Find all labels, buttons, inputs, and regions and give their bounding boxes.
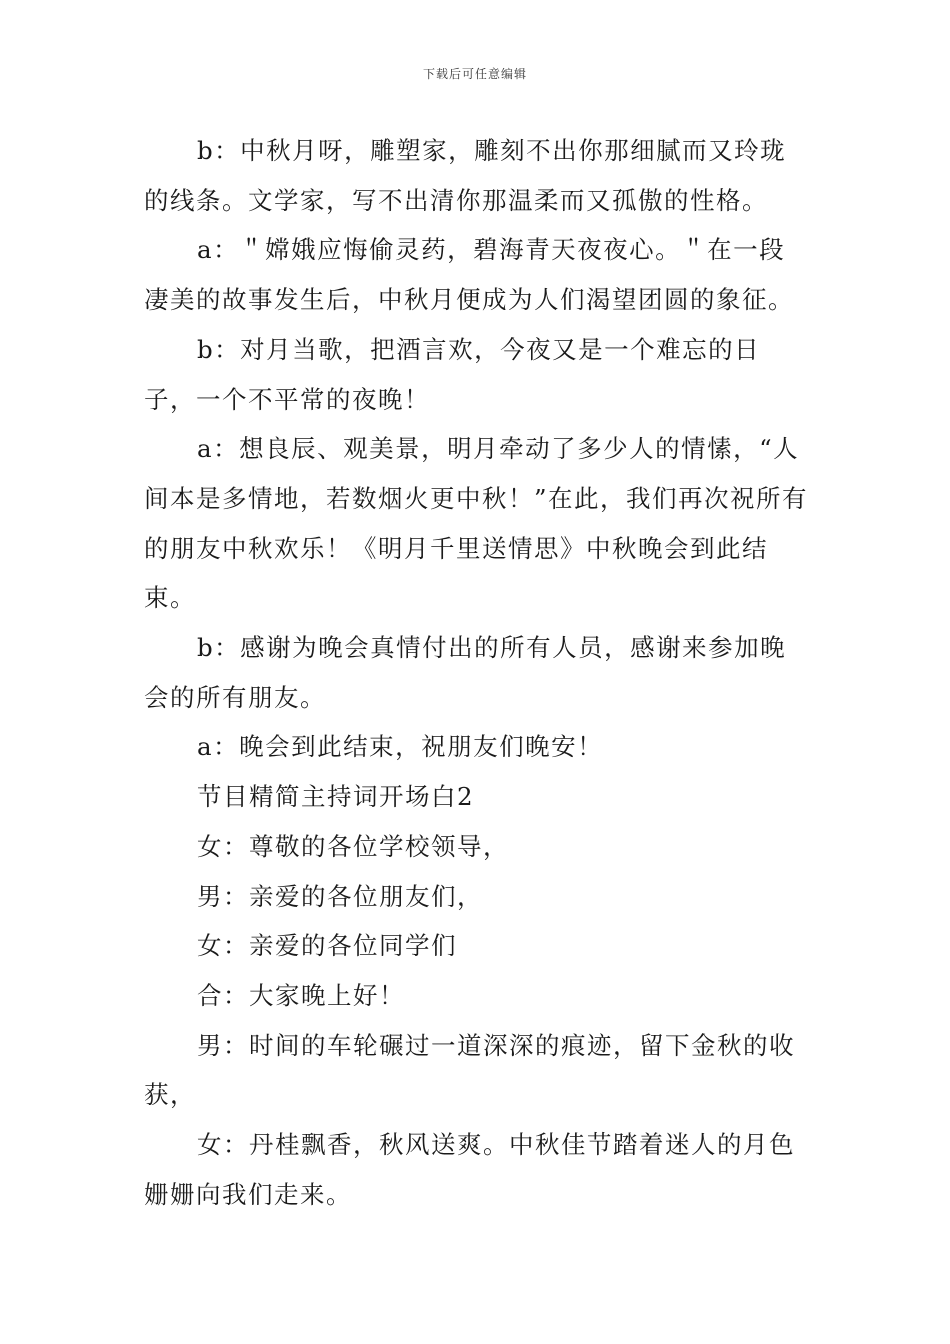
paragraph-6: a：晚会到此结束，祝朋友们晚安！ [197,732,604,762]
paragraph-3: b：对月当歌，把酒言欢，今夜又是一个难忘的日子，一个不平常的夜晚！ [144,334,761,414]
paragraph-9: 男：亲爱的各位朋友们， [197,881,483,911]
paragraph-13: 女：丹桂飘香，秋风送爽。中秋佳节踏着迷人的月色姗姗向我们走来。 [144,1130,795,1209]
page-header: 下载后可任意编辑 [422,67,527,81]
paragraph-5: b：感谢为晚会真情付出的所有人员，感谢来参加晚会的所有朋友。 [144,633,787,712]
paragraph-10: 女：亲爱的各位同学们 [197,931,457,961]
paragraph-11: 合：大家晚上好！ [197,980,405,1010]
paragraph-12: 男：时间的车轮碾过一道深深的痕迹，留下金秋的收获， [144,1030,795,1110]
paragraph-4: a：想良辰、观美景，明月牵动了多少人的情愫，“人间本是多情地，若数烟火更中秋！”在此，我们再次祝所有的朋友中秋欢乐！《明月千里送情思》中秋晚会到此结束。 [144,434,809,613]
paragraph-8: 女：尊敬的各位学校领导， [197,831,509,861]
document-body [144,126,809,1219]
section-heading: 节目精简主持词开场白2 [197,782,475,812]
paragraph-1: b：中秋月呀，雕塑家，雕刻不出你那细腻而又玲珑的线条。文学家，写不出清你那温柔而又孤傲的性格。 [144,136,787,215]
paragraph-2: a：＂嫦娥应悔偷灵药，碧海青天夜夜心。＂在一段凄美的故事发生后，中秋月便成为人们渴望团圆的象征。 [144,235,794,315]
